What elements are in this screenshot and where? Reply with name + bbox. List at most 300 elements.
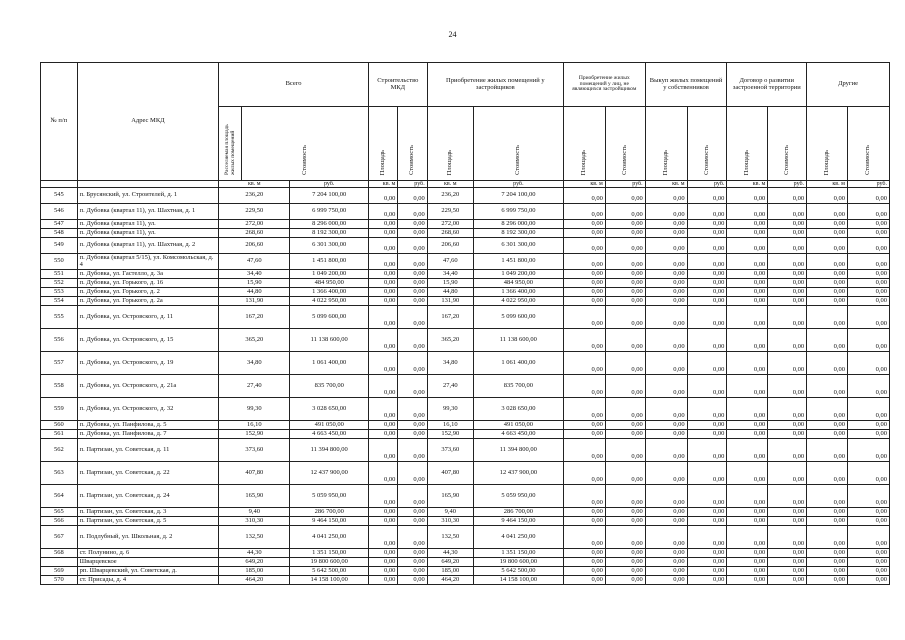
row-cost: 4 663 450,00 <box>290 430 369 439</box>
row-area: 15,90 <box>219 279 290 288</box>
row-address: п. Партизан, ул. Советская, д. 22 <box>77 462 218 485</box>
construction-cost: 0,00 <box>398 238 427 254</box>
row-number: 554 <box>41 297 78 306</box>
purchase-dev-area: 34,40 <box>427 270 473 279</box>
construction-area: 0,00 <box>369 421 398 430</box>
other-cost: 0,00 <box>687 352 727 375</box>
row-address: п. Дубовка, ул. Панфилова, д. 7 <box>77 430 218 439</box>
other-area: 0,00 <box>563 439 605 462</box>
other-area: 0,00 <box>563 306 605 329</box>
other-area: 0,00 <box>645 375 687 398</box>
other-cost: 0,00 <box>847 398 889 421</box>
header-cost: Стоимость <box>605 107 645 181</box>
header-construction: Строительство МКД <box>369 63 428 107</box>
purchase-dev-cost: 12 437 900,00 <box>473 462 563 485</box>
other-area: 0,00 <box>645 549 687 558</box>
purchase-dev-cost: 286 700,00 <box>473 508 563 517</box>
other-area: 0,00 <box>563 485 605 508</box>
header-num: № п/п <box>41 63 78 181</box>
purchase-dev-area: 407,80 <box>427 462 473 485</box>
construction-area: 0,00 <box>369 576 398 585</box>
other-cost: 0,00 <box>687 439 727 462</box>
table-row <box>41 220 890 229</box>
purchase-dev-cost: 5 642 500,00 <box>473 567 563 576</box>
other-cost: 0,00 <box>847 329 889 352</box>
row-area: 165,90 <box>219 485 290 508</box>
other-area: 0,00 <box>807 204 848 220</box>
row-area: 132,50 <box>219 526 290 549</box>
other-cost: 0,00 <box>847 270 889 279</box>
row-area: 649,20 <box>219 558 290 567</box>
other-area: 0,00 <box>727 576 768 585</box>
other-cost: 0,00 <box>847 439 889 462</box>
other-area: 0,00 <box>727 375 768 398</box>
row-area: 152,90 <box>219 430 290 439</box>
other-area: 0,00 <box>807 375 848 398</box>
construction-cost: 0,00 <box>398 297 427 306</box>
other-cost: 0,00 <box>768 352 807 375</box>
unit-m2: кв. м <box>645 180 687 187</box>
other-cost: 0,00 <box>687 229 727 238</box>
row-address: п. Партизан, ул. Советская, д. 24 <box>77 485 218 508</box>
other-cost: 0,00 <box>605 329 645 352</box>
other-cost: 0,00 <box>687 220 727 229</box>
other-area: 0,00 <box>807 462 848 485</box>
other-area: 0,00 <box>807 254 848 270</box>
other-cost: 0,00 <box>768 430 807 439</box>
other-cost: 0,00 <box>605 558 645 567</box>
row-number: 561 <box>41 430 78 439</box>
other-cost: 0,00 <box>847 526 889 549</box>
other-area: 0,00 <box>645 238 687 254</box>
other-area: 0,00 <box>807 297 848 306</box>
construction-cost: 0,00 <box>398 558 427 567</box>
row-address: п. Дубовка (квартал 11), ул. Шахтная, д. 1 <box>77 204 218 220</box>
row-area: 16,10 <box>219 421 290 430</box>
other-cost: 0,00 <box>687 517 727 526</box>
row-number: 552 <box>41 279 78 288</box>
table-row <box>41 421 890 430</box>
other-cost: 0,00 <box>847 188 889 204</box>
unit-rub: руб. <box>605 180 645 187</box>
row-area: 9,40 <box>219 508 290 517</box>
other-cost: 0,00 <box>687 430 727 439</box>
other-area: 0,00 <box>563 398 605 421</box>
other-area: 0,00 <box>563 270 605 279</box>
row-cost: 8 296 000,00 <box>290 220 369 229</box>
construction-cost: 0,00 <box>398 279 427 288</box>
purchase-dev-area: 185,00 <box>427 567 473 576</box>
header-cost: Стоимость <box>768 107 807 181</box>
table-row <box>41 439 890 462</box>
other-area: 0,00 <box>645 270 687 279</box>
purchase-dev-cost: 4 022 950,00 <box>473 297 563 306</box>
other-cost: 0,00 <box>687 567 727 576</box>
row-area: 99,30 <box>219 398 290 421</box>
purchase-dev-area: 236,20 <box>427 188 473 204</box>
other-cost: 0,00 <box>687 238 727 254</box>
other-cost: 0,00 <box>687 329 727 352</box>
row-number: 558 <box>41 375 78 398</box>
construction-area: 0,00 <box>369 567 398 576</box>
other-area: 0,00 <box>807 306 848 329</box>
construction-cost: 0,00 <box>398 188 427 204</box>
construction-cost: 0,00 <box>398 204 427 220</box>
unit-rub: руб. <box>473 180 563 187</box>
table-row <box>41 567 890 576</box>
header-purchase-developers: Приобретение жилых помещений у застройщиков <box>427 63 563 107</box>
other-area: 0,00 <box>645 526 687 549</box>
construction-area: 0,00 <box>369 188 398 204</box>
other-cost: 0,00 <box>847 254 889 270</box>
other-area: 0,00 <box>563 254 605 270</box>
other-cost: 0,00 <box>768 220 807 229</box>
other-cost: 0,00 <box>768 526 807 549</box>
other-area: 0,00 <box>645 279 687 288</box>
construction-cost: 0,00 <box>398 288 427 297</box>
row-area: 47,60 <box>219 254 290 270</box>
row-cost: 4 041 250,00 <box>290 526 369 549</box>
row-area: 407,80 <box>219 462 290 485</box>
other-area: 0,00 <box>727 254 768 270</box>
other-cost: 0,00 <box>605 462 645 485</box>
other-cost: 0,00 <box>687 558 727 567</box>
row-number: 567 <box>41 526 78 549</box>
other-cost: 0,00 <box>768 288 807 297</box>
other-area: 0,00 <box>645 297 687 306</box>
unit-m2: кв. м <box>727 180 768 187</box>
other-area: 0,00 <box>807 229 848 238</box>
row-address: п. Партизан, ул. Советская, д. 3 <box>77 508 218 517</box>
row-area: 185,00 <box>219 567 290 576</box>
purchase-dev-cost: 11 138 600,00 <box>473 329 563 352</box>
construction-area: 0,00 <box>369 517 398 526</box>
construction-area: 0,00 <box>369 238 398 254</box>
row-number: 559 <box>41 398 78 421</box>
other-area: 0,00 <box>807 517 848 526</box>
other-cost: 0,00 <box>605 508 645 517</box>
purchase-dev-area: 167,20 <box>427 306 473 329</box>
construction-cost: 0,00 <box>398 270 427 279</box>
other-area: 0,00 <box>727 485 768 508</box>
purchase-dev-area: 649,20 <box>427 558 473 567</box>
row-area: 268,60 <box>219 229 290 238</box>
row-address: п. Партизан, ул. Советская, д. 11 <box>77 439 218 462</box>
construction-cost: 0,00 <box>398 229 427 238</box>
construction-cost: 0,00 <box>398 421 427 430</box>
other-cost: 0,00 <box>687 254 727 270</box>
other-cost: 0,00 <box>847 485 889 508</box>
purchase-dev-area: 27,40 <box>427 375 473 398</box>
purchase-dev-cost: 9 464 150,00 <box>473 517 563 526</box>
construction-area: 0,00 <box>369 297 398 306</box>
header-cost: Стоимость <box>687 107 727 181</box>
other-area: 0,00 <box>807 329 848 352</box>
other-cost: 0,00 <box>847 204 889 220</box>
other-area: 0,00 <box>807 439 848 462</box>
purchase-dev-cost: 6 301 300,00 <box>473 238 563 254</box>
other-area: 0,00 <box>645 352 687 375</box>
construction-area: 0,00 <box>369 270 398 279</box>
table-row <box>41 238 890 254</box>
page-number: 24 <box>448 30 457 39</box>
construction-area: 0,00 <box>369 398 398 421</box>
purchase-dev-area: 229,50 <box>427 204 473 220</box>
row-cost: 8 192 300,00 <box>290 229 369 238</box>
construction-cost: 0,00 <box>398 329 427 352</box>
purchase-dev-area: 16,10 <box>427 421 473 430</box>
other-cost: 0,00 <box>687 288 727 297</box>
other-area: 0,00 <box>807 508 848 517</box>
other-area: 0,00 <box>807 288 848 297</box>
other-cost: 0,00 <box>847 421 889 430</box>
purchase-dev-cost: 484 950,00 <box>473 279 563 288</box>
header-area: Площадь <box>807 107 848 181</box>
row-address: п. Дубовка, ул. Панфилова, д. 5 <box>77 421 218 430</box>
other-cost: 0,00 <box>605 517 645 526</box>
other-area: 0,00 <box>563 526 605 549</box>
other-cost: 0,00 <box>605 526 645 549</box>
construction-cost: 0,00 <box>398 549 427 558</box>
other-cost: 0,00 <box>768 517 807 526</box>
purchase-dev-cost: 4 663 450,00 <box>473 430 563 439</box>
other-cost: 0,00 <box>605 549 645 558</box>
table-row <box>41 517 890 526</box>
other-area: 0,00 <box>563 462 605 485</box>
other-cost: 0,00 <box>768 229 807 238</box>
other-area: 0,00 <box>807 567 848 576</box>
row-number: 565 <box>41 508 78 517</box>
row-cost: 1 061 400,00 <box>290 352 369 375</box>
other-cost: 0,00 <box>605 421 645 430</box>
other-area: 0,00 <box>727 238 768 254</box>
other-area: 0,00 <box>645 558 687 567</box>
other-cost: 0,00 <box>847 297 889 306</box>
row-cost: 7 204 100,00 <box>290 188 369 204</box>
other-cost: 0,00 <box>687 526 727 549</box>
other-area: 0,00 <box>807 238 848 254</box>
construction-cost: 0,00 <box>398 375 427 398</box>
other-cost: 0,00 <box>605 398 645 421</box>
purchase-dev-area: 131,90 <box>427 297 473 306</box>
row-number: 556 <box>41 329 78 352</box>
purchase-dev-area: 9,40 <box>427 508 473 517</box>
other-area: 0,00 <box>807 558 848 567</box>
construction-area: 0,00 <box>369 508 398 517</box>
construction-area: 0,00 <box>369 306 398 329</box>
row-address: п. Дубовка, ул. Островского, д. 11 <box>77 306 218 329</box>
other-cost: 0,00 <box>768 297 807 306</box>
other-area: 0,00 <box>727 297 768 306</box>
purchase-dev-cost: 835 700,00 <box>473 375 563 398</box>
row-cost: 1 366 400,00 <box>290 288 369 297</box>
unit-rub: руб. <box>398 180 427 187</box>
other-area: 0,00 <box>645 462 687 485</box>
row-number: 546 <box>41 204 78 220</box>
other-area: 0,00 <box>727 567 768 576</box>
other-area: 0,00 <box>645 254 687 270</box>
row-address: ст. Присады, д. 4 <box>77 576 218 585</box>
other-cost: 0,00 <box>768 204 807 220</box>
other-area: 0,00 <box>727 204 768 220</box>
other-area: 0,00 <box>563 430 605 439</box>
table-row <box>41 549 890 558</box>
table-row <box>41 229 890 238</box>
other-cost: 0,00 <box>768 270 807 279</box>
unit-rub: руб. <box>768 180 807 187</box>
other-area: 0,00 <box>563 204 605 220</box>
table-row <box>41 352 890 375</box>
other-area: 0,00 <box>645 398 687 421</box>
unit-rub: руб. <box>847 180 889 187</box>
other-cost: 0,00 <box>768 485 807 508</box>
other-cost: 0,00 <box>847 306 889 329</box>
other-cost: 0,00 <box>847 229 889 238</box>
construction-area: 0,00 <box>369 279 398 288</box>
construction-area: 0,00 <box>369 229 398 238</box>
construction-area: 0,00 <box>369 558 398 567</box>
row-address: п. Дубовка, ул. Гастелло, д. 3а <box>77 270 218 279</box>
header-purchase-non-developers: Приобретение жилых помещений у лиц, не являющихся застройщиком <box>563 63 645 107</box>
header-buyout-owners: Выкуп жилых помещений у собственников <box>645 63 727 107</box>
other-area: 0,00 <box>727 430 768 439</box>
row-cost: 835 700,00 <box>290 375 369 398</box>
other-cost: 0,00 <box>687 279 727 288</box>
purchase-dev-cost: 7 204 100,00 <box>473 188 563 204</box>
purchase-dev-area: 44,30 <box>427 549 473 558</box>
unit-m2: кв. м <box>369 180 398 187</box>
construction-area: 0,00 <box>369 375 398 398</box>
other-area: 0,00 <box>645 517 687 526</box>
other-area: 0,00 <box>645 220 687 229</box>
purchase-dev-cost: 6 999 750,00 <box>473 204 563 220</box>
purchase-dev-area: 34,80 <box>427 352 473 375</box>
other-area: 0,00 <box>563 220 605 229</box>
other-cost: 0,00 <box>687 485 727 508</box>
row-cost: 9 464 150,00 <box>290 517 369 526</box>
other-area: 0,00 <box>563 188 605 204</box>
table-row <box>41 297 890 306</box>
other-area: 0,00 <box>645 229 687 238</box>
other-cost: 0,00 <box>847 567 889 576</box>
other-area: 0,00 <box>563 549 605 558</box>
other-cost: 0,00 <box>768 549 807 558</box>
other-cost: 0,00 <box>768 375 807 398</box>
row-area: 34,80 <box>219 352 290 375</box>
other-cost: 0,00 <box>847 288 889 297</box>
other-cost: 0,00 <box>605 254 645 270</box>
other-cost: 0,00 <box>768 567 807 576</box>
row-number: 566 <box>41 517 78 526</box>
construction-cost: 0,00 <box>398 567 427 576</box>
other-cost: 0,00 <box>687 270 727 279</box>
other-cost: 0,00 <box>687 188 727 204</box>
purchase-dev-area: 310,30 <box>427 517 473 526</box>
row-cost: 5 642 500,00 <box>290 567 369 576</box>
construction-cost: 0,00 <box>398 254 427 270</box>
row-address: п. Дубовка, ул. Горького, д. 2а <box>77 297 218 306</box>
header-other: Другие <box>807 63 890 107</box>
other-area: 0,00 <box>727 517 768 526</box>
other-area: 0,00 <box>727 439 768 462</box>
row-number: 563 <box>41 462 78 485</box>
header-area: Площадь <box>369 107 398 181</box>
table-row <box>41 462 890 485</box>
other-area: 0,00 <box>563 238 605 254</box>
row-address: рп. Шварцевский, ул. Советская, д. <box>77 567 218 576</box>
row-address: ст. Полунино, д. 6 <box>77 549 218 558</box>
construction-area: 0,00 <box>369 329 398 352</box>
table-row <box>41 398 890 421</box>
purchase-dev-cost: 14 158 100,00 <box>473 576 563 585</box>
row-area: 365,20 <box>219 329 290 352</box>
row-area: 206,60 <box>219 238 290 254</box>
other-cost: 0,00 <box>847 238 889 254</box>
row-cost: 1 049 200,00 <box>290 270 369 279</box>
other-cost: 0,00 <box>687 297 727 306</box>
other-cost: 0,00 <box>605 204 645 220</box>
other-cost: 0,00 <box>768 254 807 270</box>
purchase-dev-area: 268,60 <box>427 229 473 238</box>
other-area: 0,00 <box>563 576 605 585</box>
construction-area: 0,00 <box>369 430 398 439</box>
row-address: п. Дубовка, ул. Горького, д. 2 <box>77 288 218 297</box>
other-area: 0,00 <box>645 288 687 297</box>
other-area: 0,00 <box>727 549 768 558</box>
row-cost: 1 351 150,00 <box>290 549 369 558</box>
construction-cost: 0,00 <box>398 462 427 485</box>
other-cost: 0,00 <box>768 188 807 204</box>
purchase-dev-area: 132,50 <box>427 526 473 549</box>
other-area: 0,00 <box>563 352 605 375</box>
row-area: 373,60 <box>219 439 290 462</box>
other-cost: 0,00 <box>687 204 727 220</box>
purchase-dev-area: 44,80 <box>427 288 473 297</box>
purchase-dev-area: 272,00 <box>427 220 473 229</box>
construction-cost: 0,00 <box>398 430 427 439</box>
header-cost: Стоимость <box>398 107 427 181</box>
row-cost: 5 059 950,00 <box>290 485 369 508</box>
purchase-dev-area: 373,60 <box>427 439 473 462</box>
other-area: 0,00 <box>645 421 687 430</box>
construction-cost: 0,00 <box>398 306 427 329</box>
table-subtotal-row <box>41 558 890 567</box>
other-area: 0,00 <box>807 485 848 508</box>
resettlement-table <box>40 62 890 585</box>
table-row <box>41 270 890 279</box>
purchase-dev-area: 152,90 <box>427 430 473 439</box>
purchase-dev-area: 15,90 <box>427 279 473 288</box>
other-area: 0,00 <box>807 188 848 204</box>
row-cost: 3 028 650,00 <box>290 398 369 421</box>
unit-m2: кв. м <box>563 180 605 187</box>
row-cost: 4 022 950,00 <box>290 297 369 306</box>
row-address: п. Партизан, ул. Советская, д. 5 <box>77 517 218 526</box>
unit-m2: кв. м <box>219 180 290 187</box>
unit-m2: кв. м <box>807 180 848 187</box>
row-number: 553 <box>41 288 78 297</box>
other-area: 0,00 <box>727 462 768 485</box>
other-cost: 0,00 <box>847 508 889 517</box>
row-cost: 19 800 600,00 <box>290 558 369 567</box>
other-area: 0,00 <box>807 421 848 430</box>
other-area: 0,00 <box>563 229 605 238</box>
unit-rub: руб. <box>290 180 369 187</box>
row-number: 549 <box>41 238 78 254</box>
purchase-dev-cost: 1 451 800,00 <box>473 254 563 270</box>
row-address: п. Дубовка (квартал 11), ул. <box>77 220 218 229</box>
other-cost: 0,00 <box>687 398 727 421</box>
